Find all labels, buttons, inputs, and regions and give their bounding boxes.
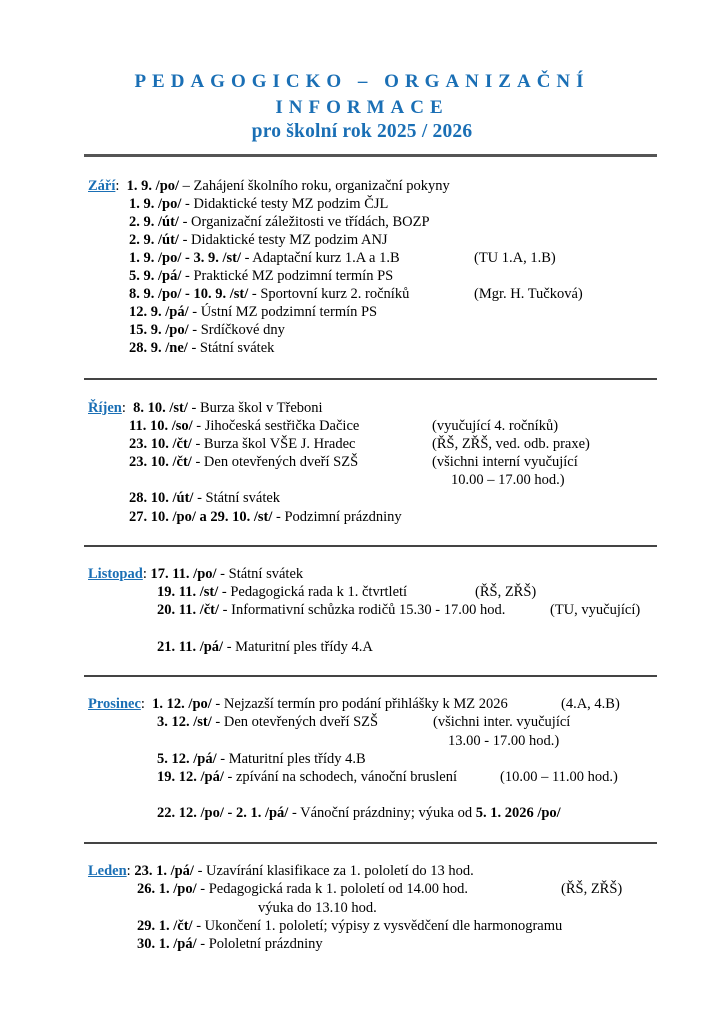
- event-text: – Zahájení školního roku, organizační pokyny: [179, 178, 450, 194]
- event-text: - Adaptační kurz 1.A a 1.B: [240, 250, 400, 266]
- event-text: - Organizační záležitosti ve třídách, BOZP: [178, 214, 430, 230]
- title-line-2: INFORMACE: [275, 97, 449, 118]
- event-text: - Didaktické testy MZ podzim ČJL: [181, 196, 389, 212]
- event-date: 5. 9. /pá/: [129, 268, 182, 284]
- event-text: - Vánoční prázdniny; výuka od: [288, 805, 476, 821]
- header-divider: [84, 154, 657, 157]
- month-section-leden: Leden: 23. 1. /pá/ - Uzavírání klasifikace za 1. pololetí do 13 hod.: [88, 863, 474, 879]
- event-row: [157, 804, 561, 822]
- event-date: 28. 10. /út/: [129, 490, 194, 506]
- event-text: - Burza škol v Třeboni: [187, 400, 323, 416]
- event-text: - Den otevřených dveří SZŠ: [211, 714, 379, 730]
- event-row: [129, 267, 393, 285]
- event-text: - zpívání na schodech, vánoční bruslení: [223, 769, 458, 785]
- month-section-rijen: Říjen: 8. 10. /st/ - Burza škol v Třeboni: [88, 400, 323, 416]
- event-date: 12. 9. /pá/: [129, 304, 189, 320]
- event-text: - Pedagogická rada k 1. čtvrtletí: [218, 584, 408, 600]
- event-date: 22. 12. /po/ - 2. 1. /pá/: [157, 805, 289, 821]
- event-row: [137, 935, 323, 953]
- event-text: - Didaktické testy MZ podzim ANJ: [178, 232, 388, 248]
- event-note: (vyučující 4. ročníků): [432, 418, 559, 434]
- event-row: [157, 583, 407, 601]
- event-note: (všichni interní vyučující: [432, 454, 578, 470]
- event-text: - Uzavírání klasifikace za 1. pololetí do 13 hod.: [193, 863, 474, 879]
- event-text: - Ukončení 1. pololetí; výpisy z vysvědčení dle harmonogramu: [192, 918, 563, 934]
- month-label: Září: [88, 178, 116, 194]
- event-note: (všichni inter. vyučující: [433, 714, 571, 730]
- event-text: - Pololetní prázdniny: [196, 936, 323, 952]
- event-date-2: 5. 1. 2026 /po/: [475, 805, 561, 821]
- event-date: 23. 10. /čt/: [129, 454, 192, 470]
- event-date: 2. 9. /út/: [129, 214, 179, 230]
- month-section-zari: Září: 1. 9. /po/ – Zahájení školního roku, organizační pokyny: [88, 178, 450, 194]
- event-note: (ŘŠ, ZŘŠ): [475, 584, 537, 600]
- event-date: 19. 12. /pá/: [157, 769, 224, 785]
- event-text: - Praktické MZ podzimní termín PS: [181, 268, 394, 284]
- event-date: 11. 10. /so/: [129, 418, 193, 434]
- section-divider: [84, 378, 657, 380]
- event-row: [129, 213, 430, 231]
- event-date: 1. 9. /po/: [129, 196, 182, 212]
- event-row: [157, 768, 457, 786]
- month-label: Říjen: [88, 400, 122, 416]
- event-date: 30. 1. /pá/: [137, 936, 197, 952]
- event-note: (4.A, 4.B): [561, 696, 620, 712]
- event-date: 1. 9. /po/: [126, 178, 180, 194]
- section-divider: [84, 675, 657, 677]
- event-date: 29. 1. /čt/: [137, 918, 193, 934]
- event-text: - Maturitní ples třídy 4.B: [216, 751, 366, 767]
- event-date: 26. 1. /po/: [137, 881, 197, 897]
- event-date: 2. 9. /út/: [129, 232, 179, 248]
- event-note-time: výuka do 13.10 hod.: [258, 900, 377, 916]
- event-date: 15. 9. /po/: [129, 322, 189, 338]
- event-row: [129, 417, 359, 435]
- title-line-1: PEDAGOGICKO – ORGANIZAČNÍ: [134, 71, 590, 92]
- section-divider: [84, 842, 657, 844]
- event-note: (ŘŠ, ZŘŠ, ved. odb. praxe): [432, 436, 590, 452]
- event-text: - Informativní schůzka rodičů 15.30 - 17.00 hod.: [219, 602, 506, 618]
- event-row: [129, 489, 280, 507]
- event-date: 5. 12. /pá/: [157, 751, 217, 767]
- month-section-prosinec: Prosinec: 1. 12. /po/ - Nejzazší termín pro podání přihlášky k MZ 2026: [88, 696, 508, 712]
- event-row: [129, 339, 274, 357]
- event-text: - Státní svátek: [187, 340, 275, 356]
- event-note: (TU, vyučující): [550, 602, 641, 618]
- event-date: 23. 1. /pá/: [134, 863, 194, 879]
- event-row: [129, 453, 358, 471]
- event-text: - Maturitní ples třídy 4.A: [223, 639, 373, 655]
- event-note-time: 10.00 – 17.00 hod.): [451, 472, 565, 488]
- event-date: 20. 11. /čt/: [157, 602, 220, 618]
- event-row: [129, 195, 388, 213]
- event-text: - Den otevřených dveří SZŠ: [191, 454, 359, 470]
- event-row: [129, 249, 400, 267]
- event-date: 19. 11. /st/: [157, 584, 219, 600]
- event-date: 1. 12. /po/: [152, 696, 212, 712]
- event-date: 21. 11. /pá/: [157, 639, 224, 655]
- event-text: - Pedagogická rada k 1. pololetí od 14.00 hod.: [196, 881, 469, 897]
- event-row: [137, 917, 562, 935]
- event-text: - Státní svátek: [193, 490, 281, 506]
- title-school-year: pro školní rok 2025 / 2026: [251, 121, 473, 142]
- event-row: [129, 435, 355, 453]
- event-row: [129, 285, 409, 303]
- month-label: Leden: [88, 863, 127, 879]
- event-date: 1. 9. /po/ - 3. 9. /st/: [129, 250, 241, 266]
- event-date: 8. 10. /st/: [133, 400, 188, 416]
- event-text: - Srdíčkové dny: [188, 322, 285, 338]
- month-section-listopad: Listopad: 17. 11. /po/ - Státní svátek: [88, 566, 304, 582]
- event-text: - Jihočeská sestřička Dačice: [192, 418, 360, 434]
- event-row: [157, 601, 505, 619]
- section-divider: [84, 545, 657, 547]
- event-row: [157, 750, 366, 768]
- event-text: - Burza škol VŠE J. Hradec: [191, 436, 356, 452]
- event-date: 8. 9. /po/ - 10. 9. /st/: [129, 286, 249, 302]
- event-row: [129, 508, 402, 526]
- event-note: (10.00 – 11.00 hod.): [500, 769, 618, 785]
- event-date: 28. 9. /ne/: [129, 340, 188, 356]
- event-date: 23. 10. /čt/: [129, 436, 192, 452]
- event-row: [157, 713, 378, 731]
- event-note: (Mgr. H. Tučková): [474, 286, 583, 302]
- event-row: [129, 303, 377, 321]
- event-row: [157, 638, 373, 656]
- event-text: - Podzimní prázdniny: [272, 509, 402, 525]
- event-note: (TU 1.A, 1.B): [474, 250, 556, 266]
- event-text: - Sportovní kurz 2. ročníků: [248, 286, 410, 302]
- event-text: - Státní svátek: [216, 566, 304, 582]
- event-text: - Ústní MZ podzimní termín PS: [188, 304, 378, 320]
- event-row: [129, 231, 388, 249]
- event-note: (ŘŠ, ZŘŠ): [561, 881, 623, 897]
- month-label: Listopad: [88, 566, 143, 582]
- event-text: - Nejzazší termín pro podání přihlášky k MZ 2026: [211, 696, 508, 712]
- month-label: Prosinec: [88, 696, 141, 712]
- event-date: 27. 10. /po/ a 29. 10. /st/: [129, 509, 273, 525]
- event-note-time: 13.00 - 17.00 hod.): [448, 733, 560, 749]
- event-date: 3. 12. /st/: [157, 714, 212, 730]
- event-row: [129, 321, 285, 339]
- event-row: [137, 880, 468, 898]
- event-date: 17. 11. /po/: [150, 566, 217, 582]
